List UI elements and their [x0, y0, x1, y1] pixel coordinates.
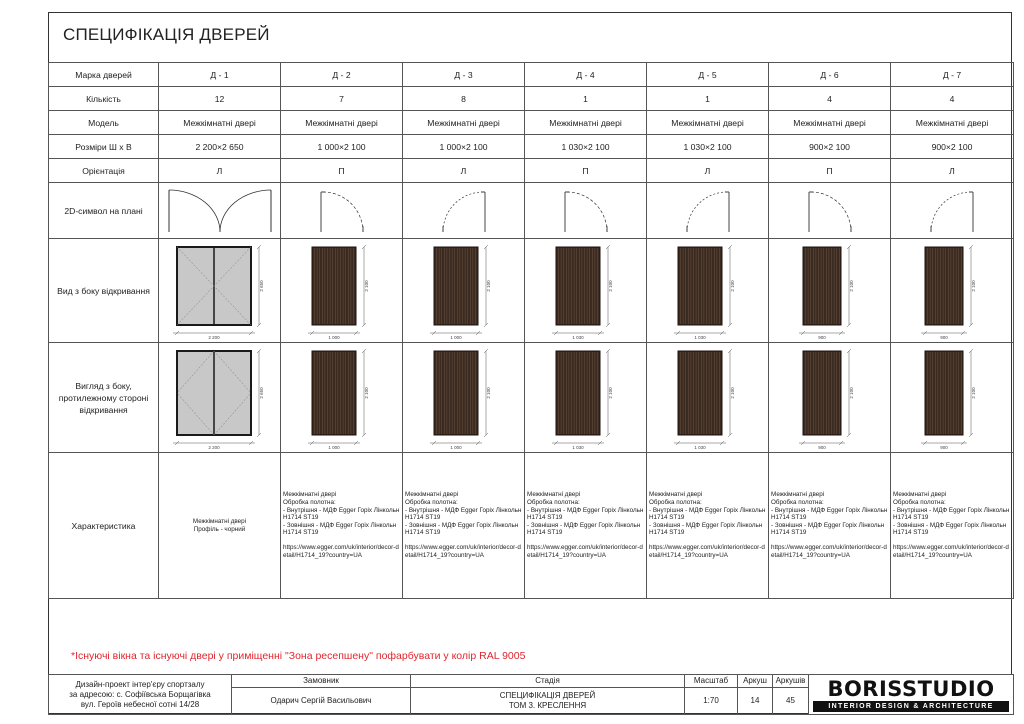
height-dimension-label: 2 650	[258, 279, 264, 292]
row-label	[49, 159, 159, 183]
row-label-text: Розміри Ш x В	[75, 141, 132, 152]
door-qty-cell	[159, 87, 281, 111]
height-dimension-label: 2 100	[971, 279, 976, 292]
door-model-cell	[159, 111, 281, 135]
door-elevation	[771, 345, 889, 451]
door-model-value: Межкімнатні двері	[915, 117, 989, 128]
door-plan-symbol	[653, 186, 763, 236]
row-label-text: Орієнтація	[82, 165, 125, 176]
door-characteristic-text: Межкімнатні двері Обробка полотна: - Внутрішня - МДФ Egger Горіх Лінкольн H1714 ST19 - Зовнішня - МДФ Egger Горіх Лінкольн H1714 ST19 https://www.egger.com/uk/interior/decor-detail/H1714_19?country=UA	[649, 491, 766, 560]
door-qty-value: 12	[214, 93, 225, 104]
spec-row-size	[49, 135, 1014, 159]
door-view-opposite-cell	[403, 343, 525, 453]
height-dimension-label: 2 650	[258, 386, 264, 399]
door-elevation	[893, 241, 1011, 341]
door-elevation	[649, 241, 767, 341]
door-mark-cell	[403, 63, 525, 87]
door-qty-value: 1	[583, 93, 588, 104]
project-description	[49, 675, 232, 715]
door-characteristic-cell	[159, 453, 281, 599]
door-view-opposite-cell	[769, 343, 891, 453]
row-label-text: Вид з боку відкривання	[57, 285, 150, 296]
door-orient-cell	[891, 159, 1014, 183]
door-size-value: 1 030×2 100	[683, 141, 732, 152]
door-mark-cell	[891, 63, 1014, 87]
door-model-cell	[891, 111, 1014, 135]
door-orient-cell	[769, 159, 891, 183]
row-label-text: 2D-символ на плані	[64, 205, 143, 216]
studio-logo	[809, 675, 1014, 715]
sheets-value: 45	[773, 688, 809, 715]
door-size-cell	[525, 135, 647, 159]
spec-row-view-opposite	[49, 343, 1014, 453]
door-model-value: Межкімнатні двері	[427, 117, 500, 128]
door-orient-cell	[159, 159, 281, 183]
door-symbol-cell	[159, 183, 281, 239]
width-dimension-label: 2 200	[207, 444, 220, 450]
door-view-open-cell	[769, 239, 891, 343]
page-title: СПЕЦИФІКАЦІЯ ДВЕРЕЙ	[63, 25, 270, 44]
width-dimension-label: 900	[940, 444, 948, 450]
row-label-text: Кількість	[86, 93, 121, 104]
height-dimension-label: 2 100	[848, 386, 854, 399]
door-mark-cell	[769, 63, 891, 87]
door-elevation	[405, 345, 523, 451]
row-label	[49, 135, 159, 159]
row-label	[49, 183, 159, 239]
spec-row-char	[49, 453, 1014, 599]
spec-row-model	[49, 111, 1014, 135]
door-characteristic-cell	[891, 453, 1014, 599]
door-plan-symbol	[165, 186, 275, 236]
door-view-open-cell	[647, 239, 769, 343]
width-dimension-label: 1 000	[327, 334, 340, 340]
width-dimension-label: 1 000	[449, 334, 462, 340]
width-dimension-label: 1 000	[327, 444, 340, 450]
door-characteristic-text: Межкімнатні двері Профіль - чорний	[192, 517, 247, 533]
door-view-open-cell	[403, 239, 525, 343]
height-dimension-label: 2 100	[729, 279, 735, 292]
scale-value: 1:70	[685, 688, 738, 715]
door-plan-symbol	[897, 186, 1007, 236]
stage-value	[411, 688, 685, 715]
door-characteristic-text: Межкімнатні двері Обробка полотна: - Внутрішня - МДФ Egger Горіх Лінкольн H1714 ST19 - Зовнішня - МДФ Egger Горіх Лінкольн H1714 ST19 https://www.egger.com/uk/interior/decor-detail/H1714_19?country=UA	[405, 491, 522, 560]
door-size-cell	[281, 135, 403, 159]
door-orient-cell	[281, 159, 403, 183]
stage-label: Стадія	[411, 675, 685, 688]
row-label-text: Вигляд з боку, протилежному стороні відкривання	[58, 380, 149, 415]
door-orient-value: Л	[216, 165, 223, 176]
row-label	[49, 87, 159, 111]
door-plan-symbol	[409, 186, 519, 236]
door-orient-value: П	[582, 165, 589, 176]
door-symbol-cell	[647, 183, 769, 239]
door-elevation	[649, 345, 767, 451]
door-qty-value: 8	[461, 93, 466, 104]
door-symbol-cell	[891, 183, 1014, 239]
door-mark-value: Д - 7	[942, 69, 962, 80]
door-elevation	[771, 241, 889, 341]
logo-tagline: INTERIOR DESIGN & ARCHITECTURE	[813, 701, 1009, 712]
door-characteristic-text: Межкімнатні двері Обробка полотна: - Внутрішня - МДФ Egger Горіх Лінкольн H1714 ST19 - Зовнішня - МДФ Egger Горіх Лінкольн H1714 ST19 https://www.egger.com/uk/interior/decor-detail/H1714_19?country=UA	[893, 491, 1010, 560]
width-dimension-label: 1 030	[571, 334, 584, 340]
door-mark-value: Д - 6	[820, 69, 839, 80]
width-dimension-label: 900	[817, 334, 826, 340]
spec-row-orient	[49, 159, 1014, 183]
door-elevation	[527, 345, 645, 451]
logo-wordmark: BORISSTUDIO	[827, 676, 995, 701]
height-dimension-label: 2 100	[729, 386, 735, 399]
client-name: Одарич Сергій Васильович	[232, 688, 411, 715]
width-dimension-label: 1 030	[693, 334, 706, 340]
door-qty-cell	[281, 87, 403, 111]
door-size-value: 1 000×2 100	[439, 141, 488, 152]
door-view-opposite-cell	[647, 343, 769, 453]
door-mark-cell	[525, 63, 647, 87]
door-orient-cell	[403, 159, 525, 183]
height-dimension-label: 2 100	[971, 386, 976, 399]
door-orient-value: Л	[704, 165, 711, 176]
width-dimension-label: 900	[940, 334, 948, 340]
door-symbol-cell	[281, 183, 403, 239]
door-size-value: 2 200×2 650	[195, 141, 244, 152]
door-orient-value: Л	[460, 165, 467, 176]
height-dimension-label: 2 100	[848, 279, 854, 292]
door-elevation	[527, 241, 645, 341]
drawing-sheet	[48, 12, 1012, 714]
height-dimension-label: 2 100	[607, 279, 613, 292]
spec-row-view-open	[49, 239, 1014, 343]
door-model-cell	[769, 111, 891, 135]
door-qty-value: 1	[705, 93, 710, 104]
door-symbol-cell	[769, 183, 891, 239]
spec-row-mark	[49, 63, 1014, 87]
door-orient-value: П	[826, 165, 833, 176]
door-mark-value: Д - 1	[210, 69, 229, 80]
door-view-open-cell	[281, 239, 403, 343]
door-symbol-cell	[525, 183, 647, 239]
door-characteristic-cell	[403, 453, 525, 599]
door-size-value: 900×2 100	[809, 141, 850, 152]
door-qty-cell	[769, 87, 891, 111]
door-orient-cell	[647, 159, 769, 183]
door-spec-table	[48, 62, 1014, 599]
door-view-open-cell	[525, 239, 647, 343]
door-elevation	[283, 241, 401, 341]
door-model-value: Межкімнатні двері	[549, 117, 622, 128]
door-size-cell	[769, 135, 891, 159]
door-model-cell	[281, 111, 403, 135]
door-symbol-cell	[403, 183, 525, 239]
row-label-text: Марка дверей	[75, 69, 132, 80]
door-size-cell	[647, 135, 769, 159]
door-plan-symbol	[287, 186, 397, 236]
spec-row-symbol	[49, 183, 1014, 239]
door-size-value: 1 030×2 100	[561, 141, 610, 152]
door-qty-cell	[403, 87, 525, 111]
door-qty-value: 4	[949, 93, 955, 104]
width-dimension-label: 2 200	[207, 334, 220, 340]
client-label: Замовник	[232, 675, 411, 688]
door-view-opposite-cell	[281, 343, 403, 453]
door-elevation	[893, 345, 1011, 451]
door-plan-symbol	[531, 186, 641, 236]
height-dimension-label: 2 100	[363, 386, 369, 399]
door-qty-cell	[525, 87, 647, 111]
row-label	[49, 111, 159, 135]
width-dimension-label: 1 000	[449, 444, 462, 450]
height-dimension-label: 2 100	[363, 279, 369, 292]
door-view-open-cell	[159, 239, 281, 343]
door-elevation	[405, 241, 523, 341]
door-mark-value: Д - 4	[576, 69, 595, 80]
width-dimension-label: 1 030	[571, 444, 584, 450]
door-characteristic-text: Межкімнатні двері Обробка полотна: - Внутрішня - МДФ Egger Горіх Лінкольн H1714 ST19 - Зовнішня - МДФ Egger Горіх Лінкольн H1714 ST19 https://www.egger.com/uk/interior/decor-detail/H1714_19?country=UA	[527, 491, 644, 560]
height-dimension-label: 2 100	[485, 279, 491, 292]
door-qty-cell	[891, 87, 1014, 111]
door-orient-value: Л	[949, 165, 955, 176]
door-mark-cell	[281, 63, 403, 87]
door-qty-value: 7	[339, 93, 344, 104]
door-orient-cell	[525, 159, 647, 183]
door-mark-cell	[159, 63, 281, 87]
width-dimension-label: 1 030	[693, 444, 706, 450]
door-model-cell	[525, 111, 647, 135]
door-view-opposite-cell	[525, 343, 647, 453]
door-mark-value: Д - 2	[332, 69, 351, 80]
door-mark-value: Д - 5	[698, 69, 717, 80]
door-size-value: 1 000×2 100	[317, 141, 366, 152]
sheet-value: 14	[738, 688, 773, 715]
door-plan-symbol	[775, 186, 885, 236]
door-model-cell	[647, 111, 769, 135]
door-characteristic-cell	[525, 453, 647, 599]
door-model-value: Межкімнатні двері	[793, 117, 866, 128]
door-characteristic-cell	[647, 453, 769, 599]
door-qty-value: 4	[827, 93, 832, 104]
door-characteristic-cell	[769, 453, 891, 599]
row-label	[49, 343, 159, 453]
door-view-opposite-cell	[159, 343, 281, 453]
title-block	[48, 674, 1013, 715]
door-model-value: Межкімнатні двері	[183, 117, 256, 128]
height-dimension-label: 2 100	[485, 386, 491, 399]
door-elevation	[283, 345, 401, 451]
stage-text: СПЕЦИФІКАЦІЯ ДВЕРЕЙ ТОМ 3. КРЕСЛЕННЯ	[499, 691, 596, 710]
sheet-label: Аркуш	[738, 675, 773, 688]
door-model-value: Межкімнатні двері	[671, 117, 744, 128]
door-orient-value: П	[338, 165, 345, 176]
row-label-text: Модель	[88, 117, 119, 128]
scale-label: Масштаб	[685, 675, 738, 688]
project-text: Дизайн-проект інтер'єру спортзалу за адресою: с. Софіївська Борщагівка вул. Героїв небесної сотні 14/28	[69, 679, 211, 709]
height-dimension-label: 2 100	[607, 386, 613, 399]
door-mark-value: Д - 3	[454, 69, 473, 80]
door-elevation	[161, 345, 279, 451]
sheets-label: Аркушів	[773, 675, 809, 688]
door-size-value: 900×2 100	[931, 141, 973, 152]
door-size-cell	[891, 135, 1014, 159]
door-characteristic-text: Межкімнатні двері Обробка полотна: - Внутрішня - МДФ Egger Горіх Лінкольн H1714 ST19 - Зовнішня - МДФ Egger Горіх Лінкольн H1714 ST19 https://www.egger.com/uk/interior/decor-detail/H1714_19?country=UA	[771, 491, 888, 560]
door-model-cell	[403, 111, 525, 135]
door-model-value: Межкімнатні двері	[305, 117, 378, 128]
spec-row-qty	[49, 87, 1014, 111]
row-label	[49, 63, 159, 87]
door-size-cell	[159, 135, 281, 159]
row-label	[49, 239, 159, 343]
door-view-open-cell	[891, 239, 1014, 343]
door-size-cell	[403, 135, 525, 159]
door-elevation	[161, 241, 279, 341]
door-view-opposite-cell	[891, 343, 1014, 453]
row-label-text: Характеристика	[71, 520, 136, 531]
door-qty-cell	[647, 87, 769, 111]
door-mark-cell	[647, 63, 769, 87]
door-characteristic-text: Межкімнатні двері Обробка полотна: - Внутрішня - МДФ Egger Горіх Лінкольн H1714 ST19 - Зовнішня - МДФ Egger Горіх Лінкольн H1714 ST19 https://www.egger.com/uk/interior/decor-detail/H1714_19?country=UA	[283, 491, 400, 560]
door-characteristic-cell	[281, 453, 403, 599]
width-dimension-label: 900	[817, 444, 826, 450]
row-label	[49, 453, 159, 599]
paint-note: *Існуючі вікна та існуючі двері у приміщенні "Зона ресепшену" пофарбувати у колір RAL 9005	[71, 650, 526, 662]
